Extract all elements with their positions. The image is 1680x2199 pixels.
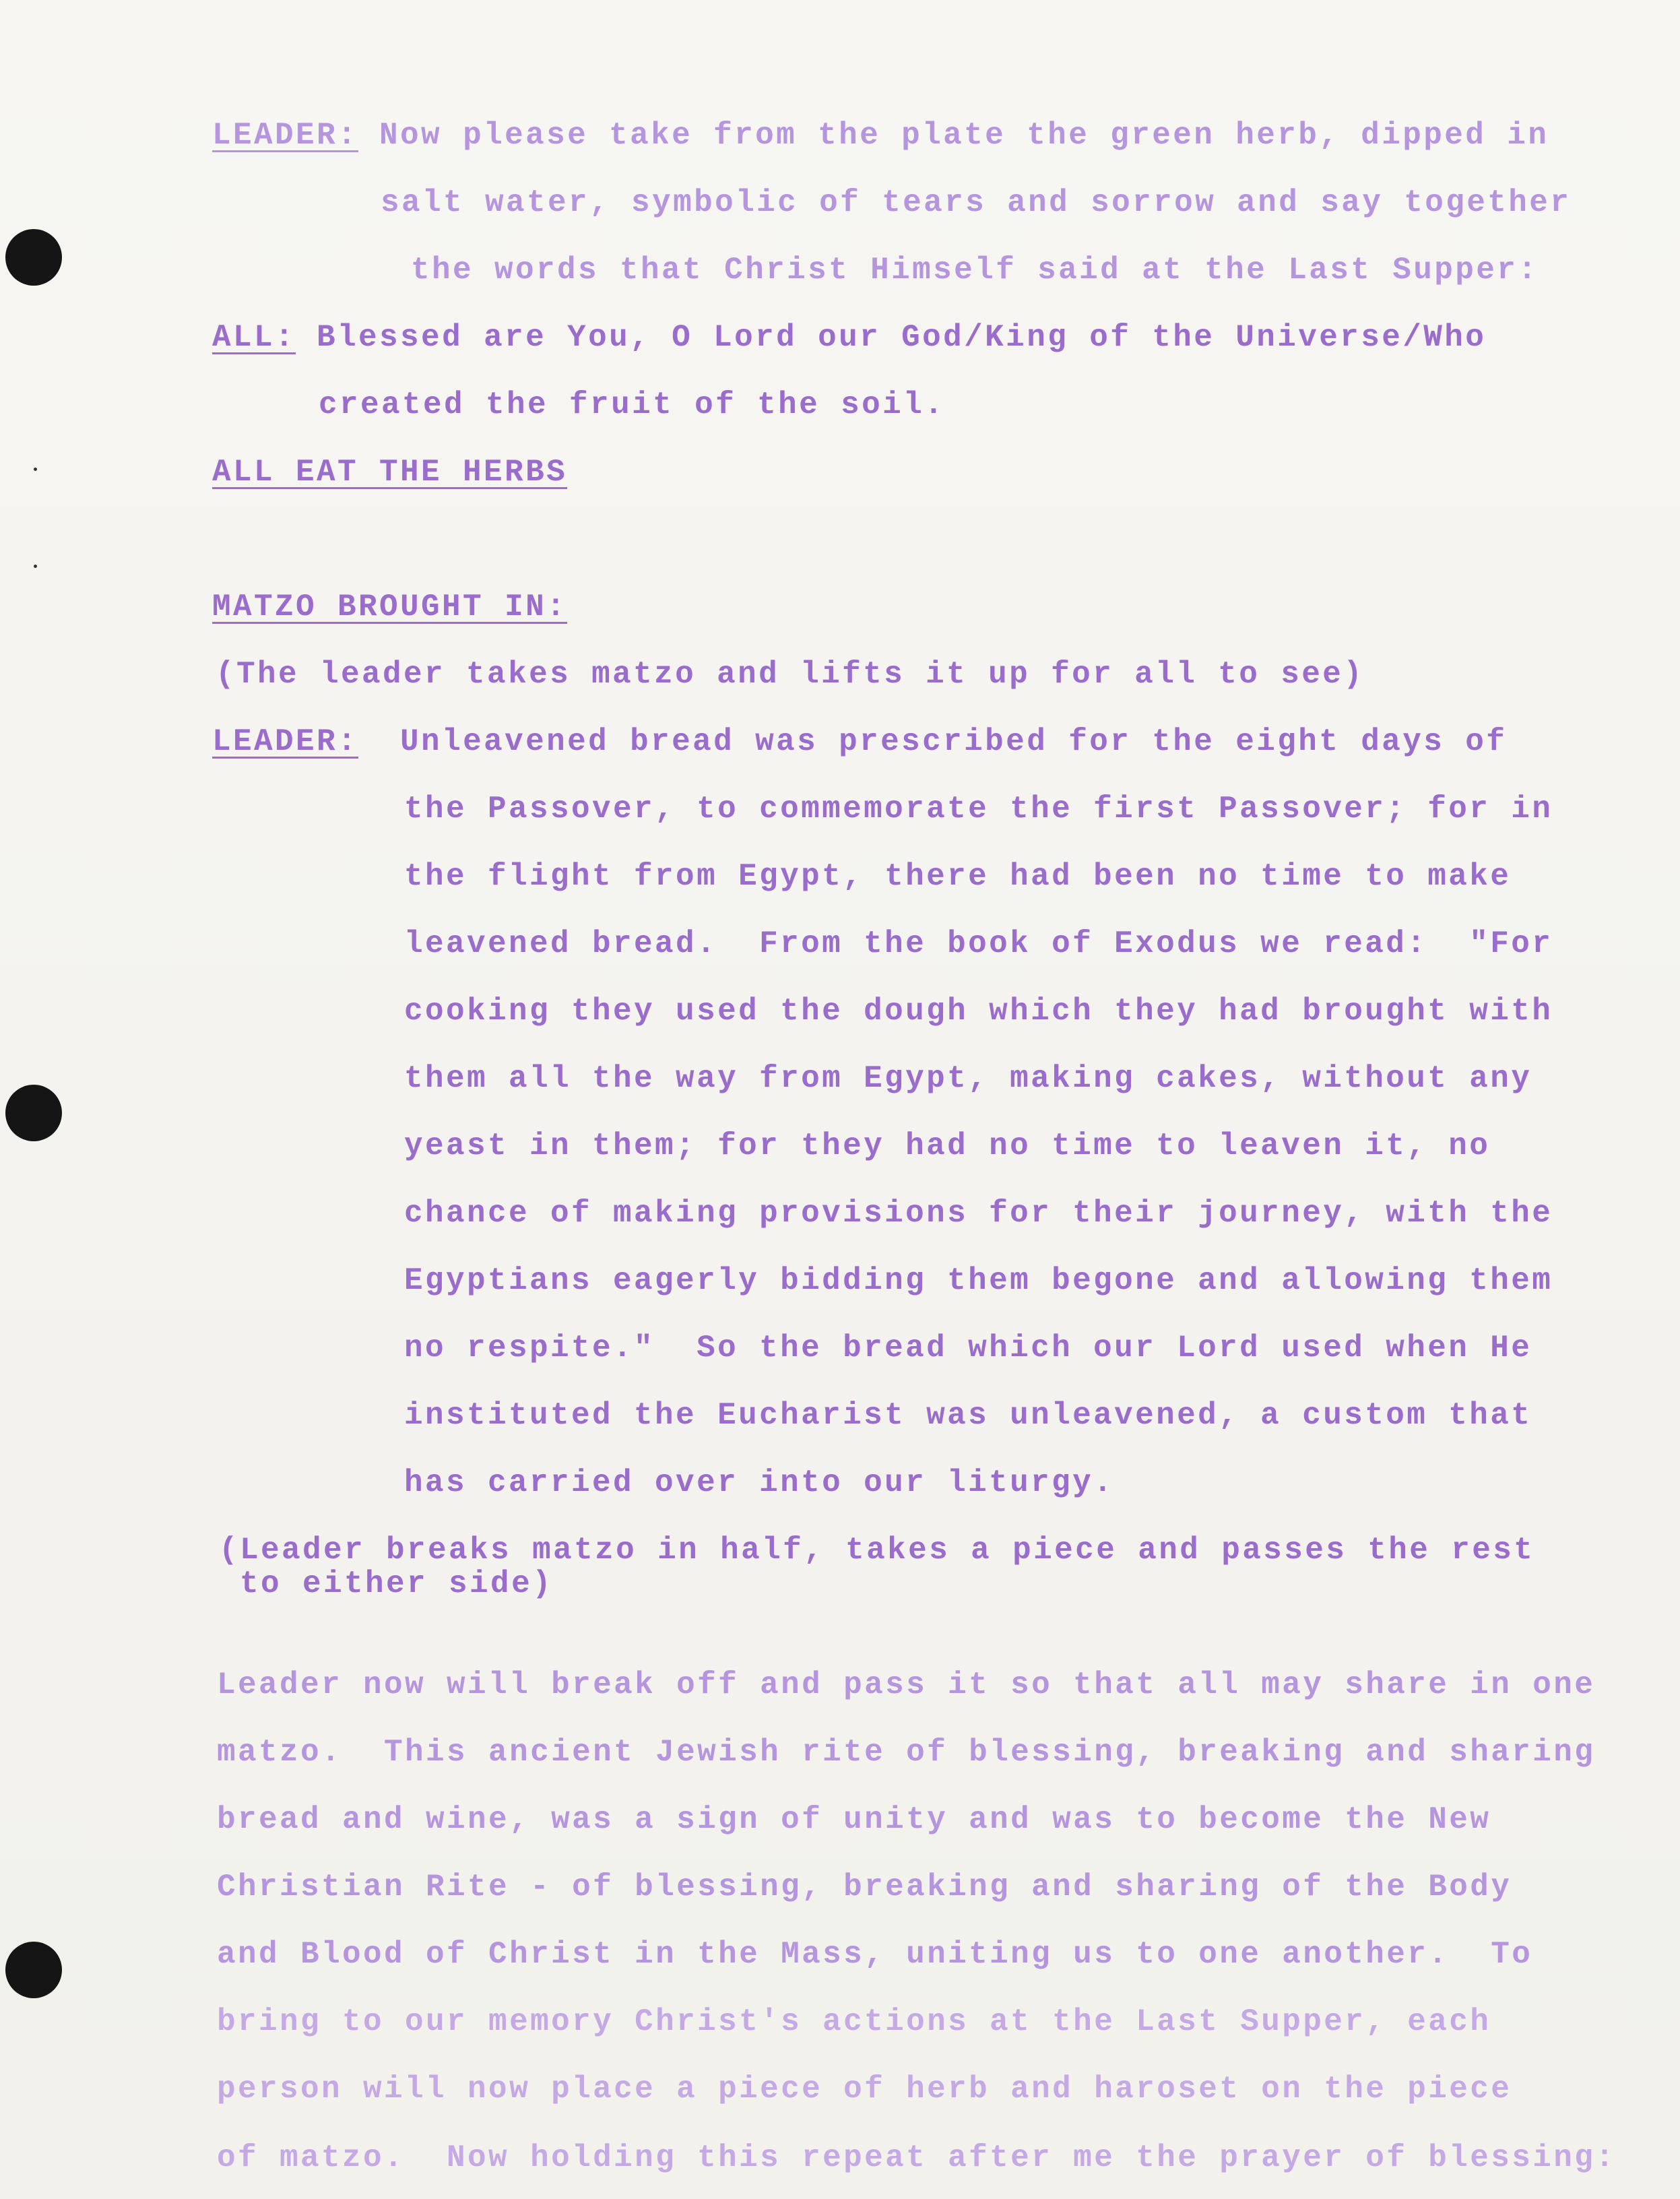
text-line: created the fruit of the soil.	[319, 387, 946, 422]
text-line: chance of making provisions for their journey, with the	[404, 1196, 1553, 1231]
line-text: Now please take from the plate the green herb, dipped in	[358, 118, 1549, 153]
text-line: person will now place a piece of herb and haroset on the piece	[217, 2072, 1512, 2107]
punch-hole-bottom	[5, 1942, 62, 1998]
all-line-1	[212, 321, 1486, 354]
text-line: cooking they used the dough which they had brought with	[404, 994, 1553, 1029]
leader-line-2	[212, 725, 1507, 759]
text-line: bread and wine, was a sign of unity and was to become the New	[217, 1802, 1491, 1837]
stage-direction: (Leader breaks matzo in half, takes a piece and passes the rest	[219, 1533, 1535, 1568]
text-line: of matzo. Now holding this repeat after me the prayer of blessing:	[217, 2140, 1617, 2175]
punch-hole-top	[5, 229, 62, 286]
text-line: has carried over into our liturgy.	[404, 1465, 1115, 1500]
punch-hole-middle	[5, 1085, 62, 1141]
text-line: leavened bread. From the book of Exodus we read: "For	[404, 926, 1553, 961]
stage-direction: (The leader takes matzo and lifts it up for all to see)	[216, 657, 1365, 692]
text-line: no respite." So the bread which our Lord used when He	[404, 1331, 1532, 1366]
paper-speck	[34, 565, 37, 568]
matzo-brought-in-heading: MATZO BROUGHT IN:	[212, 589, 568, 625]
text-line: instituted the Eucharist was unleavened, a custom that	[404, 1398, 1532, 1433]
stage-direction: to either side)	[219, 1566, 554, 1601]
leader-line-1	[212, 119, 1549, 152]
speaker-label-leader: LEADER:	[212, 724, 359, 759]
speaker-label-all: ALL:	[212, 320, 296, 355]
text-line: Christian Rite - of blessing, breaking and sharing of the Body	[217, 1870, 1512, 1905]
text-line: them all the way from Egypt, making cakes, without any	[404, 1061, 1532, 1096]
paper-speck	[34, 468, 37, 471]
speaker-label-leader: LEADER:	[212, 118, 359, 153]
text-line: bring to our memory Christ's actions at the Last Supper, each	[217, 2004, 1491, 2039]
text-line: and Blood of Christ in the Mass, uniting us to one another. To	[217, 1937, 1533, 1972]
text-line: Egyptians eagerly bidding them begone and allowing them	[404, 1263, 1553, 1298]
text-line: the flight from Egypt, there had been no time to make	[404, 859, 1512, 894]
text-line: Leader now will break off and pass it so that all may share in one	[217, 1667, 1596, 1702]
all-eat-herbs-heading: ALL EAT THE HERBS	[212, 455, 568, 490]
instruction-heading	[212, 455, 567, 489]
line-text: Blessed are You, O Lord our God/King of the Universe/Who	[296, 320, 1487, 355]
text-line: the Passover, to commemorate the first Passover; for in	[404, 792, 1553, 827]
text-line: yeast in them; for they had no time to leaven it, no	[404, 1128, 1491, 1164]
line-text: Unleavened bread was prescribed for the eight days of	[358, 724, 1508, 759]
text-line: matzo. This ancient Jewish rite of blessing, breaking and sharing	[217, 1735, 1596, 1770]
matzo-heading-line	[212, 590, 567, 624]
text-line: salt water, symbolic of tears and sorrow and say together	[381, 185, 1572, 220]
text-line: the words that Christ Himself said at the Last Supper:	[411, 253, 1539, 288]
